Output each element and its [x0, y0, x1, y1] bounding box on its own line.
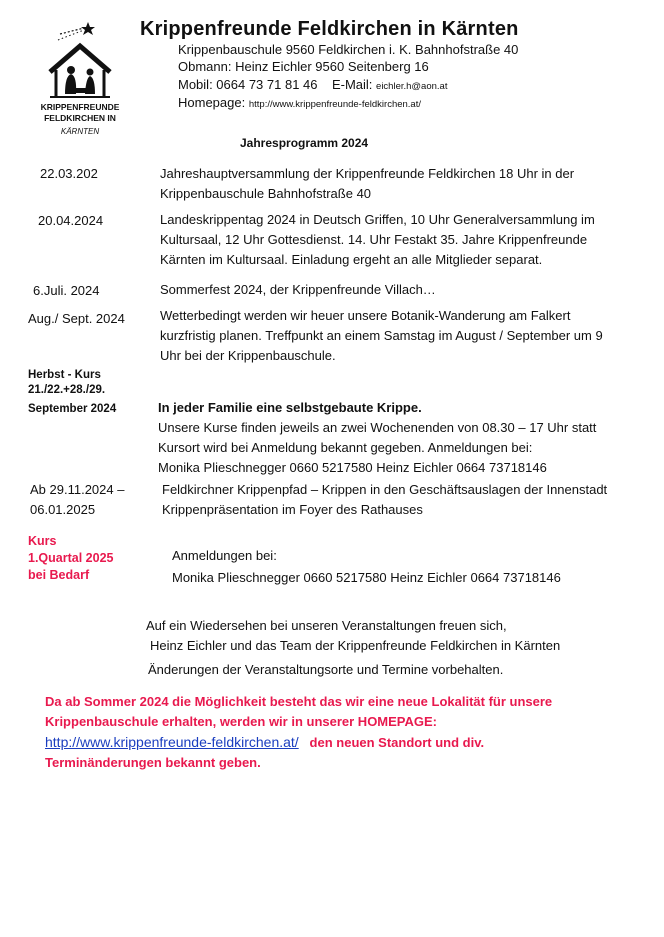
event-line: Anmeldungen bei:: [172, 548, 277, 563]
event-description: [160, 280, 630, 300]
notice-line: [45, 732, 635, 753]
notice-line: Da ab Sommer 2024 die Möglichkeit besteht das wir eine neue Lokalität für unsere: [45, 694, 553, 709]
logo-text-line3: KÄRNTEN: [60, 127, 100, 136]
address-line: Krippenbauschule 9560 Feldkirchen i. K. Bahnhofstraße 40: [178, 42, 519, 57]
event-line: Sommerfest 2024, der Krippenfreunde Villach…: [160, 282, 436, 297]
notice-line: Terminänderungen bekannt geben.: [45, 755, 261, 770]
event-description: [160, 210, 630, 270]
event-description: [158, 398, 628, 478]
event-date-line: Ab 29.11.2024 –: [30, 482, 125, 497]
event-date-line: 1.Quartal 2025: [28, 551, 114, 565]
event-description: [172, 545, 642, 589]
disclaimer: Änderungen der Veranstaltungsorte und Termine vorbehalten.: [148, 662, 504, 677]
event-description: [160, 306, 630, 366]
event-line: Krippenbauschule Bahnhofstraße 40: [160, 186, 372, 201]
notice-line: Krippenbauschule erhalten, werden wir in unserer HOMEPAGE:: [45, 714, 438, 729]
mobile-number: Mobil: 0664 73 71 81 46: [178, 77, 318, 92]
page-title: Krippenfreunde Feldkirchen in Kärnten: [140, 18, 519, 40]
event-date-line: 21./22.+28./29.: [28, 384, 106, 396]
homepage-label: Homepage:: [178, 95, 246, 110]
event-date: [28, 533, 113, 584]
event-line: Monika Plieschnegger 0660 5217580 Heinz Eichler 0664 73718146: [158, 460, 547, 475]
program-heading: Jahresprogramm 2024: [240, 136, 369, 150]
chairman-line: Obmann: Heinz Eichler 9560 Seitenberg 16: [178, 59, 429, 74]
event-line: kurzfristig planen. Treffpunkt an einem Samstag im August / September um 9: [160, 328, 603, 343]
event-line: Jahreshauptversammlung der Krippenfreunde Feldkirchen 18 Uhr in der: [160, 166, 575, 181]
event-date-line: 06.01.2025: [30, 502, 96, 517]
event-line: Kursort wird bei Anmeldung bekannt gegeben. Anmeldungen bei:: [158, 440, 533, 455]
event-date: [30, 480, 124, 520]
event-line: Kärnten im Kultursaal. Einladung ergeht an alle Mitglieder separat.: [160, 252, 543, 267]
closing-greeting: [146, 616, 560, 656]
closing-line: Auf ein Wiedersehen bei unseren Veranstaltungen freuen sich,: [146, 618, 507, 633]
homepage-link[interactable]: http://www.krippenfreunde-feldkirchen.at/: [45, 734, 299, 750]
contact-line: [178, 77, 447, 92]
event-date-line: bei Bedarf: [28, 568, 90, 582]
closing-line: Heinz Eichler und das Team der Krippenfreunde Feldkirchen in Kärnten: [150, 638, 561, 653]
homepage-line: [178, 95, 421, 110]
homepage-notice: [45, 692, 635, 773]
event-date: 6.Juli. 2024: [33, 283, 100, 298]
event-date: [28, 368, 116, 417]
event-date: 22.03.202: [40, 166, 98, 181]
event-date: Aug./ Sept. 2024: [28, 311, 125, 326]
event-line: Landeskrippentag 2024 in Deutsch Griffen, 10 Uhr Generalversammlung im: [160, 212, 595, 227]
event-line: Krippenpräsentation im Foyer des Rathauses: [162, 502, 423, 517]
email-label: E-Mail:: [331, 77, 373, 92]
event-description: [160, 164, 630, 204]
event-date-line: Kurs: [28, 534, 57, 548]
logo-text-line1: KRIPPENFREUNDE: [40, 102, 120, 112]
event-date-line: September 2024: [28, 403, 117, 415]
event-line: Wetterbedingt werden wir heuer unsere Botanik-Wanderung am Falkert: [160, 308, 571, 323]
event-date-line: Herbst - Kurs: [28, 369, 101, 381]
event-title: In jeder Familie eine selbstgebaute Krippe.: [158, 400, 422, 415]
homepage-url[interactable]: http://www.krippenfreunde-feldkirchen.at/: [248, 99, 421, 110]
event-line: Kultursaal, 12 Uhr Gottesdienst. 14. Uhr Festakt 35. Jahre Krippenfreunde: [160, 232, 588, 247]
club-logo: [40, 14, 120, 144]
event-description: [162, 480, 632, 520]
notice-line-rest: den neuen Standort und div.: [309, 735, 485, 750]
email-address[interactable]: eichler.h@aon.at: [376, 81, 448, 92]
event-line: Feldkirchner Krippenpfad – Krippen in den Geschäftsauslagen der Innenstadt: [162, 482, 608, 497]
event-line: Uhr bei der Krippenbauschule.: [160, 348, 336, 363]
logo-text-line2: FELDKIRCHEN IN: [44, 113, 116, 123]
nativity-logo-icon: [40, 14, 120, 144]
event-line: Unsere Kurse finden jeweils an zwei Wochenenden von 08.30 – 17 Uhr statt: [158, 420, 597, 435]
event-line: Monika Plieschnegger 0660 5217580 Heinz Eichler 0664 73718146: [172, 570, 561, 585]
event-date: 20.04.2024: [38, 213, 104, 228]
